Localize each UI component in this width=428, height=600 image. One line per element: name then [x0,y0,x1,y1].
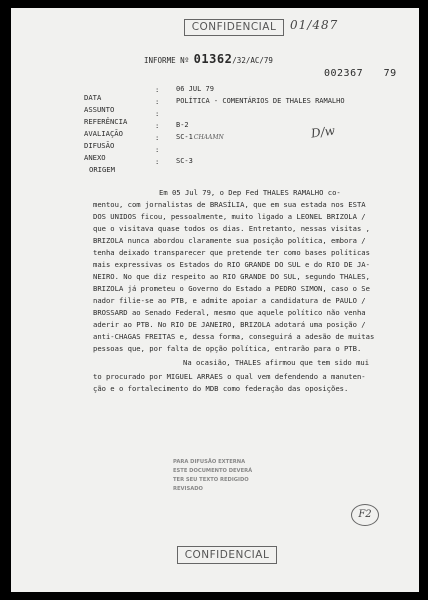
field-label: DATA [84,93,102,102]
body-line: aderir ao PTB. No RIO DE JANEIRO, BRIZOLA adotará uma posição / [93,320,366,329]
difusao-value: SC-1 [176,133,193,141]
field-label: ASSUNTO [84,105,115,114]
field-label: AVALIAÇÃO [84,129,123,138]
informe-label: INFORME Nº [144,56,190,65]
field-label: ANEXO [84,153,106,162]
field-label: DIFUSÃO [84,141,115,150]
page-code-number: 002367 [324,68,364,79]
body-line: mentou, com jornalistas de BRASÍLIA, que em sua estada nos ESTA [93,200,366,209]
body-line: Em 05 Jul 79, o Dep Fed THALES RAMALHO co- [159,188,341,197]
field-colon: : [155,85,160,94]
field-colon: : [155,157,160,166]
body-line: BRIZOLA nunca abordou claramente sua posição política, embora / [93,236,366,245]
body-line: Na ocasião, THALES afirmou que tem sido mui [183,358,370,367]
field-colon: : [155,121,160,130]
field-value-data: 06 JUL 79 [176,85,214,93]
field-colon: : [155,97,160,106]
informe-suffix: /32/AC/79 [232,56,273,65]
field-label: REFERÊNCIA [84,117,128,126]
informe-line [144,52,273,66]
distribution-stamp [173,458,252,494]
field-colon: : [155,133,160,142]
field-value-assunto: POLÍTICA - COMENTÁRIOS DE THALES RAMALHO [176,97,345,105]
distribution-line: TER SEU TEXTO REDIGIDO [173,477,249,483]
field-value-difusao [176,133,224,141]
confidential-stamp-bottom: CONFIDENCIAL [177,546,277,564]
body-line: tenha deixado transparecer que pretende ter como bases políticas [93,248,370,257]
handwritten-initials: D/w [310,123,336,141]
distribution-line: REVISADO [173,486,203,492]
page-code [324,68,397,79]
header-field-origem [89,157,115,176]
informe-number: 01362 [193,52,233,66]
body-line: nador filie-se ao PTB, e admite apoiar a candidatura de PAULO / [93,296,366,305]
body-line: BROSSARD ao Senado Federal, mesmo que aquele político não venha [93,308,366,317]
field-value-avaliacao: B-2 [176,121,189,129]
body-line: anti-CHAGAS FREITAS e, dessa forma, conseguirá a adesão de muitas [93,332,375,341]
body-line: DOS UNIDOS ficou, pessoalmente, muito ligado a LEONEL BRIZOLA / [93,212,366,221]
field-value-origem: SC-3 [176,157,193,165]
handwritten-circled-mark: F2 [351,504,379,526]
field-colon: : [155,109,160,118]
body-line: pessoas que, por falta de opção política, entrarão para o PTB. [93,344,362,353]
body-line: que o visitava quase todos os dias. Entretanto, nessas visitas , [93,224,370,233]
document-page [11,8,419,592]
handwritten-reference: 01/487 [290,18,339,32]
page-code-suffix: 79 [383,68,397,79]
field-label: ORIGEM [89,165,115,174]
confidential-stamp-top: CONFIDENCIAL [184,19,284,36]
field-colon: : [155,145,160,154]
body-line: ção e o fortalecimento do MDB como federação das oposições. [93,384,349,393]
body-line: mais expressivas os Estados do RIO GRANDE DO SUL e do RIO DE JA- [93,260,370,269]
distribution-line: PARA DIFUSÃO EXTERNA [173,459,246,465]
distribution-line: ESTE DOCUMENTO DEVERÁ [173,468,253,474]
difusao-handwritten-note: CHAAMN [193,134,224,141]
body-line: NEIRO. No que diz respeito ao RIO GRANDE DO SUL, segundo THALES, [93,272,370,281]
body-line: to procurado por MIGUEL ARRAES o qual vem defendendo a manuten- [93,372,366,381]
body-line: BRIZOLA já prometeu o Governo do Estado a PEDRO SIMON, caso o Se [93,284,370,293]
